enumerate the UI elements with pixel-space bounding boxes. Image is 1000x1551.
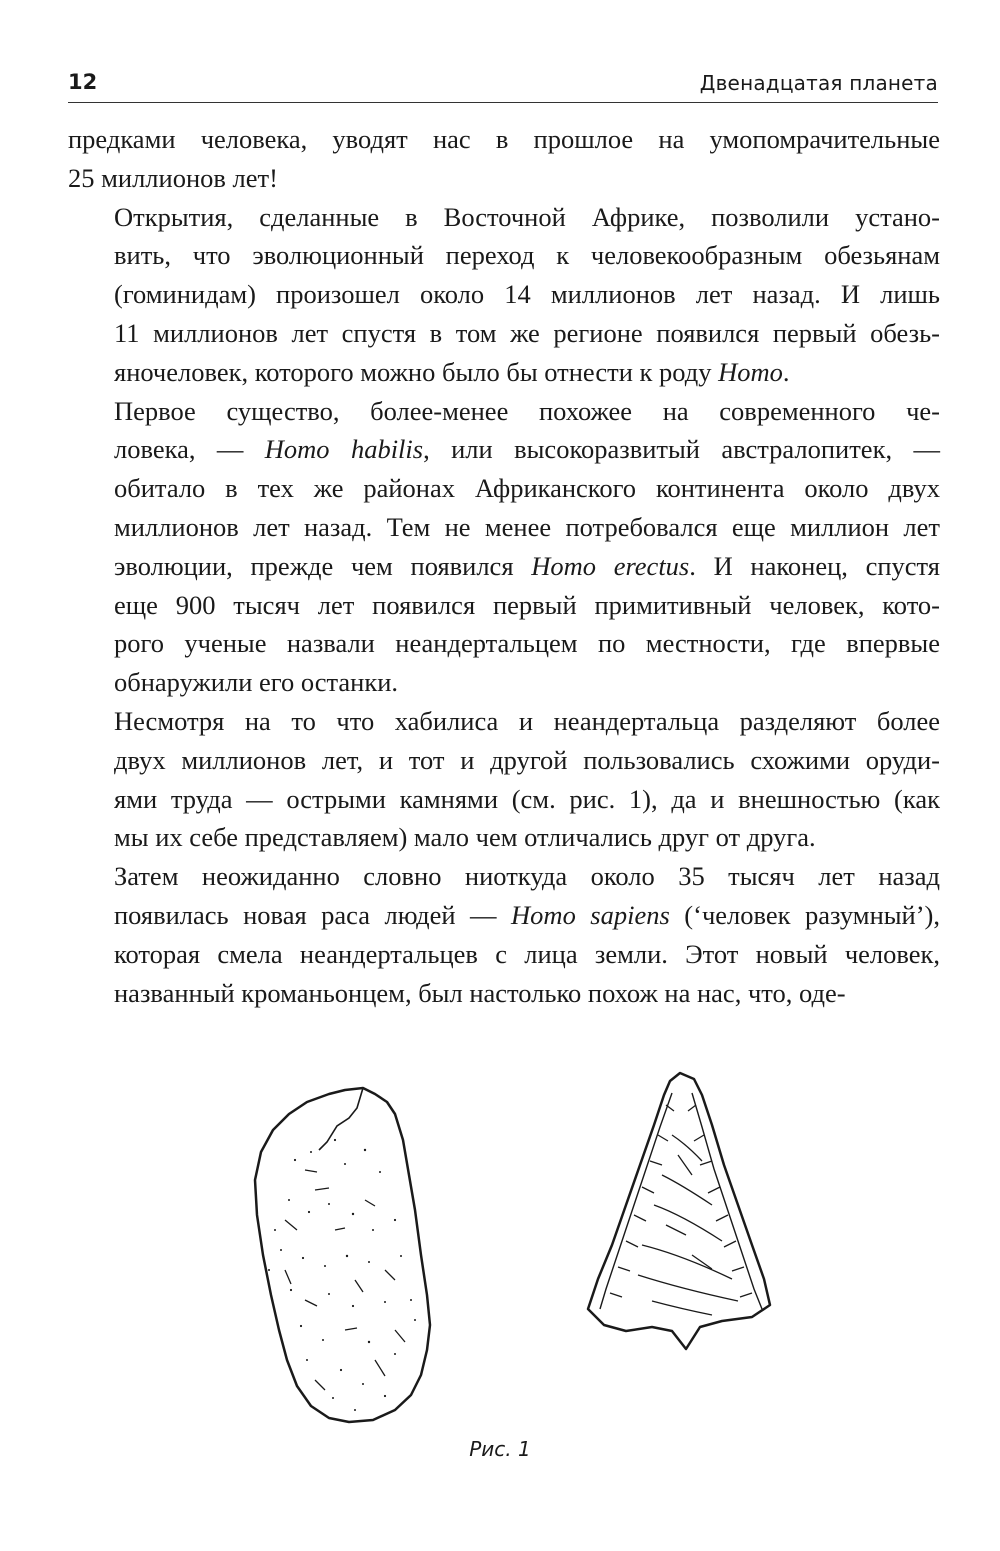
text-run: . И наконец, спустя: [689, 550, 940, 581]
text-run: яночеловек, которого можно было бы отнести к роду: [114, 356, 719, 387]
text-line: [68, 818, 940, 857]
text-line: [68, 663, 940, 702]
body-text: [68, 120, 940, 1012]
text-line: [68, 702, 940, 741]
paragraph: [68, 120, 940, 198]
paragraph: [68, 392, 940, 702]
text-run: вить, что эволюционный переход к человекообразным обезьянам: [114, 240, 940, 271]
text-line: [68, 159, 940, 198]
paragraph: [68, 198, 940, 392]
text-run: , или высокоразвитый австралопитек, —: [423, 434, 940, 465]
page-header: [68, 66, 938, 103]
italic-term: Homo habilis: [264, 434, 424, 465]
text-run: Первое существо, более-менее похожее на современного че-: [114, 395, 940, 426]
text-run: обитало в тех же районах Африканского континента около двух: [114, 473, 940, 504]
text-line: [68, 275, 940, 314]
text-line: [68, 198, 940, 237]
text-run: появилась новая раса людей —: [114, 899, 512, 930]
text-run: мы их себе представляем) мало чем отличались друг от друга.: [114, 822, 816, 853]
text-line: [68, 780, 940, 819]
text-run: ями труда — острыми камнями (см. рис. 1), да и внешностью (как: [114, 783, 940, 814]
paragraph: [68, 702, 940, 857]
text-line: [68, 896, 940, 935]
text-run: (гоминидам) произошел около 14 миллионов лет назад. И лишь: [114, 279, 940, 310]
figure-caption: Рис. 1: [469, 1437, 531, 1461]
text-line: [68, 857, 940, 896]
italic-term: Homo erectus: [531, 550, 690, 581]
text-line: [68, 236, 940, 275]
text-line: [68, 586, 940, 625]
italic-term: Homo sapiens: [511, 899, 670, 930]
text-line: [68, 547, 940, 586]
text-run: Несмотря на то что хабилиса и неандертальца разделяют более: [114, 705, 940, 736]
text-run: эволюции, прежде чем появился: [114, 550, 532, 581]
text-run: Открытия, сделанные в Восточной Африке, позволили устано-: [114, 201, 940, 232]
paragraph: [68, 857, 940, 1012]
text-run: рого ученые назвали неандертальцем по местности, где впервые: [114, 628, 940, 659]
text-run: предками человека, уводят нас в прошлое на умопомрачительные: [68, 124, 940, 154]
text-line: [68, 974, 940, 1013]
running-title: Двенадцатая планета: [699, 71, 938, 95]
flint-arrowhead-icon: [582, 1065, 782, 1355]
text-line: [68, 469, 940, 508]
text-run: двух миллионов лет, и тот и другой пользовались схожими оруди-: [114, 744, 940, 775]
page-number: 12: [68, 70, 98, 94]
text-line: [68, 741, 940, 780]
text-run: миллионов лет назад. Тем не менее потребовался еще миллион лет: [114, 511, 940, 542]
text-run: .: [782, 356, 790, 387]
text-run: Затем неожиданно словно ниоткуда около 35 тысяч лет назад: [114, 861, 940, 892]
text-line: [68, 392, 940, 431]
text-run: 11 миллионов лет спустя в том же регионе появился первый обезь-: [114, 317, 940, 348]
text-run: обнаружили его останки.: [114, 667, 399, 698]
text-line: [68, 314, 940, 353]
text-run: (‘человек разумный’),: [669, 899, 941, 930]
italic-term: Homo: [718, 356, 783, 387]
text-line: [68, 120, 940, 159]
text-line: [68, 624, 940, 663]
figure: [0, 1060, 1000, 1480]
text-run: которая смела неандертальцев с лица земли. Этот новый человек,: [114, 938, 940, 969]
text-line: [68, 935, 940, 974]
text-run: названный кроманьонцем, был настолько похож на нас, что, оде-: [114, 977, 846, 1008]
text-run: ловека, —: [114, 434, 265, 465]
text-run: 25 миллионов лет!: [68, 162, 278, 193]
text-run: еще 900 тысяч лет появился первый примитивный человек, кото-: [114, 589, 940, 620]
rough-stone-tool-icon: [245, 1080, 445, 1440]
text-line: [68, 508, 940, 547]
text-line: [68, 430, 940, 469]
text-line: [68, 353, 940, 392]
